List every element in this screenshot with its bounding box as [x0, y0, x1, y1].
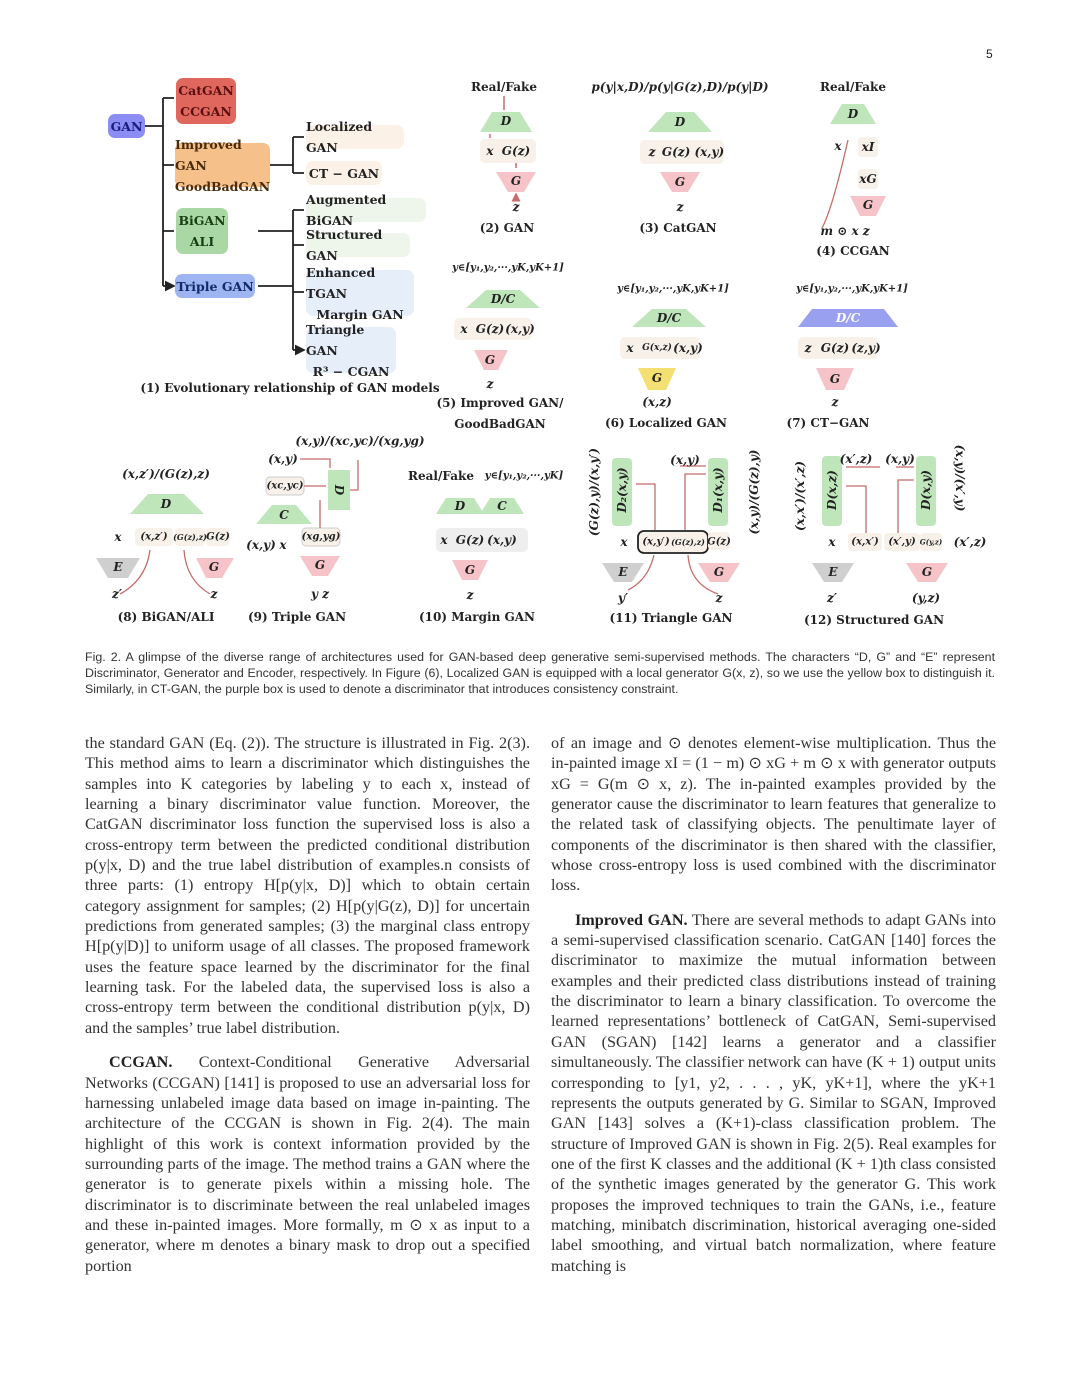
node-label: ALI [189, 234, 215, 249]
input-label: x [486, 144, 494, 158]
generator-label: G [674, 175, 686, 189]
pair-label: G(z) [206, 531, 230, 543]
input-label: (x,y) [670, 453, 700, 467]
pair-label: (G(z),z) [173, 532, 207, 542]
paragraph-heading: Improved GAN. [575, 910, 688, 929]
pair-label: G(y,z) [919, 537, 943, 547]
input-label: G(x,z) [642, 343, 672, 353]
discriminator-label: D [332, 484, 346, 496]
discriminator-label: D(x,y) [919, 469, 933, 511]
panel-4-shapes [822, 104, 886, 228]
noise-label: (x,z) [642, 395, 672, 409]
subfigure-caption: (12) Structured GAN [803, 613, 945, 627]
noise-label: z [486, 377, 494, 391]
left-column [85, 733, 530, 1276]
input-label: G(z) [475, 322, 505, 336]
output-label: (x,z′)/(G(z),z) [122, 467, 210, 481]
output-label: (G(z),y)/(x,y′) [587, 447, 601, 537]
generator-pair-label: (xg,yg) [301, 531, 341, 543]
paragraph-heading: CCGAN. [109, 1053, 173, 1072]
input-label: x [114, 530, 122, 544]
output-label: (x,x′)/(x′,z) [793, 460, 807, 532]
input-label: (x′,z) [839, 452, 873, 466]
figure-caption-label: Fig. 2. [85, 650, 122, 664]
tree-node-localized-gan [306, 119, 404, 155]
classifier-label: C [279, 508, 289, 522]
input-label: (z,y) [851, 341, 881, 355]
node-label: BiGAN [178, 213, 226, 228]
pair-label: G(z) [707, 536, 731, 548]
discriminator-label: D [674, 115, 686, 129]
tree-node-improved-gan [174, 136, 271, 194]
node-label: Triangle GAN [306, 321, 365, 358]
paragraph-body: Context-Conditional Generative Adversarial Networks (CCGAN) [141] is proposed to use an adversarial loss for harnessing unlabeled image data based on image in-painting. The architecture of the CCGAN is shown in Fig. 2(4). The main highlight of this work is context information provided by the surrounding parts of the image. The method trains a GAN where the generator is to generate pixels within a missing hole. The discriminator is to discriminate between the real unlabeled images and these in-painted images. More formally, m ⊙ x as input to a generator, where m denotes a binary mask to drop out a specified portion [85, 1053, 530, 1275]
node-label: Margin GAN [316, 306, 404, 322]
discriminator-label: D [847, 107, 859, 121]
discriminator-label: D [160, 497, 172, 511]
subfigure-caption: (9) Triple GAN [247, 610, 347, 624]
generator-label: G [713, 565, 725, 579]
input-label: (x′,z) [953, 535, 987, 549]
node-label: Enhanced TGAN [306, 264, 376, 301]
tree-node-triple-gan [175, 274, 255, 298]
output-label: y∈[y₁,y₂,···,yK,yK+1] [452, 262, 564, 274]
discriminator-label: D [500, 114, 512, 128]
paragraph-improved-gan [551, 910, 996, 1276]
generated-label: xG [859, 172, 877, 186]
input-label: z [804, 341, 812, 355]
pair-label: (G(z),z) [671, 537, 705, 547]
input-label: G(z) (x,y) [661, 145, 725, 159]
input-label: (x,y) [487, 533, 517, 547]
noise-label: z [715, 591, 723, 605]
encoder-label: E [113, 560, 123, 574]
latent-label: y′ [617, 591, 629, 605]
node-label: Improved GAN [175, 136, 242, 173]
discriminator-label: D/C [656, 311, 682, 325]
input-label: x [620, 535, 628, 549]
input-label: G(z) [455, 533, 485, 547]
discriminator-label: D/C [490, 292, 516, 306]
noise-label: z [466, 588, 474, 602]
noise-label: z [676, 200, 684, 214]
right-column [551, 733, 996, 1276]
generator-label: G [510, 174, 522, 188]
subfigure-caption: (3) CatGAN [639, 221, 717, 235]
input-label: x [834, 139, 842, 153]
generator-label: G [829, 372, 841, 386]
input-label: x [626, 341, 634, 355]
panel-9-shapes [256, 459, 358, 576]
discriminator-label: D [454, 499, 466, 513]
output-label: y∈[y₁,y₂,···,yK,yK+1] [617, 283, 729, 295]
inpainted-label: xI [861, 140, 875, 154]
subfigure-caption: GoodBadGAN [454, 417, 546, 431]
subfigure-caption: (2) GAN [479, 221, 535, 235]
tree-node-gan [108, 114, 145, 138]
tree-node-catgan-ccgan [176, 78, 236, 124]
output-label: (x,y)/(G(z),y) [747, 449, 761, 535]
noise-label: z [831, 395, 839, 409]
node-label: GoodBadGAN [174, 178, 271, 194]
tree-node-structured-gan [306, 227, 410, 263]
tree-node-augmented-bigan [306, 192, 426, 228]
noise-label: z [210, 587, 218, 601]
input-label: G(z) [501, 144, 531, 158]
discriminator-label: D/C [835, 311, 861, 325]
tree-node-ct-gan [306, 161, 382, 185]
figure-2 [0, 0, 1080, 640]
input-label: (x,y) [673, 341, 703, 355]
pair-label: (x,y′) [642, 536, 670, 548]
pair-label: (x,z′) [140, 531, 168, 543]
paragraph-body: There are several methods to adapt GANs into a semi-supervised classification scenario. CatGAN [140] forces the discriminator to maximize the mutual information between examples and their predicted class distributions instead of training the discriminator to learn a binary classification. To overcome the learned representations’ bottleneck of CatGAN, Semi-supervised GAN (SGAN) [142] learns a generator and a classifier simultaneously. The classifier network can have (K + 1) output units corresponding to [y1, y2, . . . , yK, yK+1], where the yK+1 represents the outputs generated by G. Similar to SGAN, Improved GAN [143] solves a (K+1)-class classification problem. The structure of Improved GAN is shown in Fig. 2(5). Real examples for one of the first K classes and the additional (K + 1)th class consisted of the synthetic images generated by the generator G. This work proposes the improved techniques to train the GANs, i.e., feature matching, minibatch discrimination, historical averaging one-sided label smoothing, and virtual batch normalization, where feature matching is [551, 910, 996, 1275]
encoder-label: E [618, 565, 628, 579]
subfigure-caption: (1) Evolutionary relationship of GAN models [140, 381, 440, 395]
output-label: y∈[y₁,y₂,···,yK,yK+1] [796, 283, 908, 295]
input-label: G(z) [820, 341, 850, 355]
generator-label: G [651, 371, 663, 385]
generator-label: G [208, 560, 220, 574]
subfigure-caption: (4) CCGAN [816, 244, 890, 258]
page-number: 5 [986, 47, 993, 61]
discriminator-label: D₂(x,y) [615, 467, 629, 513]
discriminator-label: D(x,z) [825, 470, 839, 510]
input-label: (x,y) [505, 322, 535, 336]
subfigure-caption: (11) Triangle GAN [609, 611, 733, 625]
node-label: GAN [110, 118, 143, 134]
node-label: Structured GAN [306, 227, 383, 263]
subfigure-caption: (5) Improved GAN/ [436, 396, 564, 410]
node-label: Triple GAN [176, 278, 254, 294]
input-label: (y,z) [911, 591, 941, 605]
node-label: Localized GAN [306, 119, 373, 155]
classifier-label: C [497, 499, 507, 513]
node-label: CCGAN [180, 104, 232, 119]
input-label: y z [311, 587, 329, 601]
output-label: (x,y)/(xc,yc)/(xg,yg) [295, 434, 425, 448]
input-label: x [828, 535, 836, 549]
output-label: p(y|x,D)/p(y|G(z),D)/p(y|D) [591, 80, 769, 94]
tree-node-enhanced-tgan [306, 264, 414, 322]
figure-caption [85, 650, 995, 697]
input-label: (x,y) [268, 452, 298, 466]
subfigure-caption: (10) Margin GAN [419, 610, 535, 624]
latent-label: z′ [827, 591, 837, 605]
pair-label: (x,x′) [851, 536, 879, 548]
node-label: CatGAN [178, 83, 234, 98]
input-label: x [279, 538, 287, 552]
generator-label: G [921, 565, 933, 579]
input-label: (x,y) [885, 452, 915, 466]
tree-node-bigan [176, 208, 228, 254]
output-label: Real/Fake [471, 80, 537, 94]
encoder-label: E [828, 565, 838, 579]
subfigure-caption: (7) CT−GAN [786, 416, 870, 430]
input-label: (x,y) [246, 538, 276, 552]
input-label: z [648, 145, 656, 159]
generator-label: G [484, 353, 496, 367]
output-label: (x,y)/(x′,y) [953, 444, 967, 512]
input-label: x [460, 322, 468, 336]
noise-label: z [512, 200, 520, 214]
node-label: Augmented BiGAN [306, 192, 387, 228]
output-label: Real/Fake [408, 469, 474, 483]
tree-node-triangle-gan [306, 321, 396, 379]
input-label: m ⊙ x z [820, 224, 870, 238]
output-label: Real/Fake [820, 80, 886, 94]
discriminator-label: D₁(x,y) [711, 467, 725, 513]
paragraph-ccgan [85, 1052, 530, 1276]
figure-shapes [0, 0, 1080, 640]
generator-label: G [862, 198, 874, 212]
node-label: CT − GAN [308, 165, 380, 181]
generator-label: G [464, 563, 476, 577]
input-label: x [440, 533, 448, 547]
figure-caption-text: A glimpse of the diverse range of architectures used for GAN-based deep generative semi-supervised methods. The characters “D, G” and “E” represent Discriminator, Generator and Encoder, respectively. In Figure (6), Localized GAN is equipped with a local generator G(x, z), so we use the yellow box to distinguish it. Similarly, in CT-GAN, the purple box is used to denote a discriminator that introduces consistency constraint. [85, 650, 996, 696]
subfigure-caption: (6) Localized GAN [604, 416, 728, 430]
paragraph: of an image and ⊙ denotes element-wise multiplication. Thus the in-painted image xI = (1 − m) ⊙ xG + m ⊙ x with generator outputs xG = G(m ⊙ x, z). The in-painted examples provided by the generator cause the discriminator to learn features that generalize to the related task of classifying objects. The penultimate layer of components of the discriminator is then shared with the classifier, whose cross-entropy loss is used combined with the discriminator loss. [551, 734, 996, 895]
subfigure-caption: (8) BiGAN/ALI [117, 610, 215, 624]
classifier-pair-label: (xc,yc) [266, 480, 304, 492]
output-label: y∈[y₁,y₂,···,yK] [484, 470, 564, 482]
pair-label: (x′,y) [888, 536, 916, 548]
paragraph: the standard GAN (Eq. (2)). The structure is illustrated in Fig. 2(3). This method aims to learn a discriminator which distinguishes the samples into K categories by labeling y to each x, instead of learning a binary discriminator value function. Moreover, the CatGAN discriminator loss function the supervised loss is also a cross-entropy term between the predicted conditional distribution p(y|x, D) and the true label distribution of examples.n consists of three parts: (1) entropy H[p(y|x, D)] which to obtain certain category assignment for samples; (2) H[p(y|G(z), D)] for uncertain predictions from generated samples; (3) the marginal class entropy H[p(y|D)] to uniform usage of all classes. The proposed framework uses the feature space learned by the discriminator for the final learning task. For the labeled data, the supervised loss is also a cross-entropy term between the conditional distribution p(y|x, D) and the samples’ true label distribution. [85, 734, 530, 1037]
latent-label: z′ [112, 587, 122, 601]
node-label: R³ − CGAN [312, 363, 390, 379]
generator-label: G [314, 558, 326, 572]
